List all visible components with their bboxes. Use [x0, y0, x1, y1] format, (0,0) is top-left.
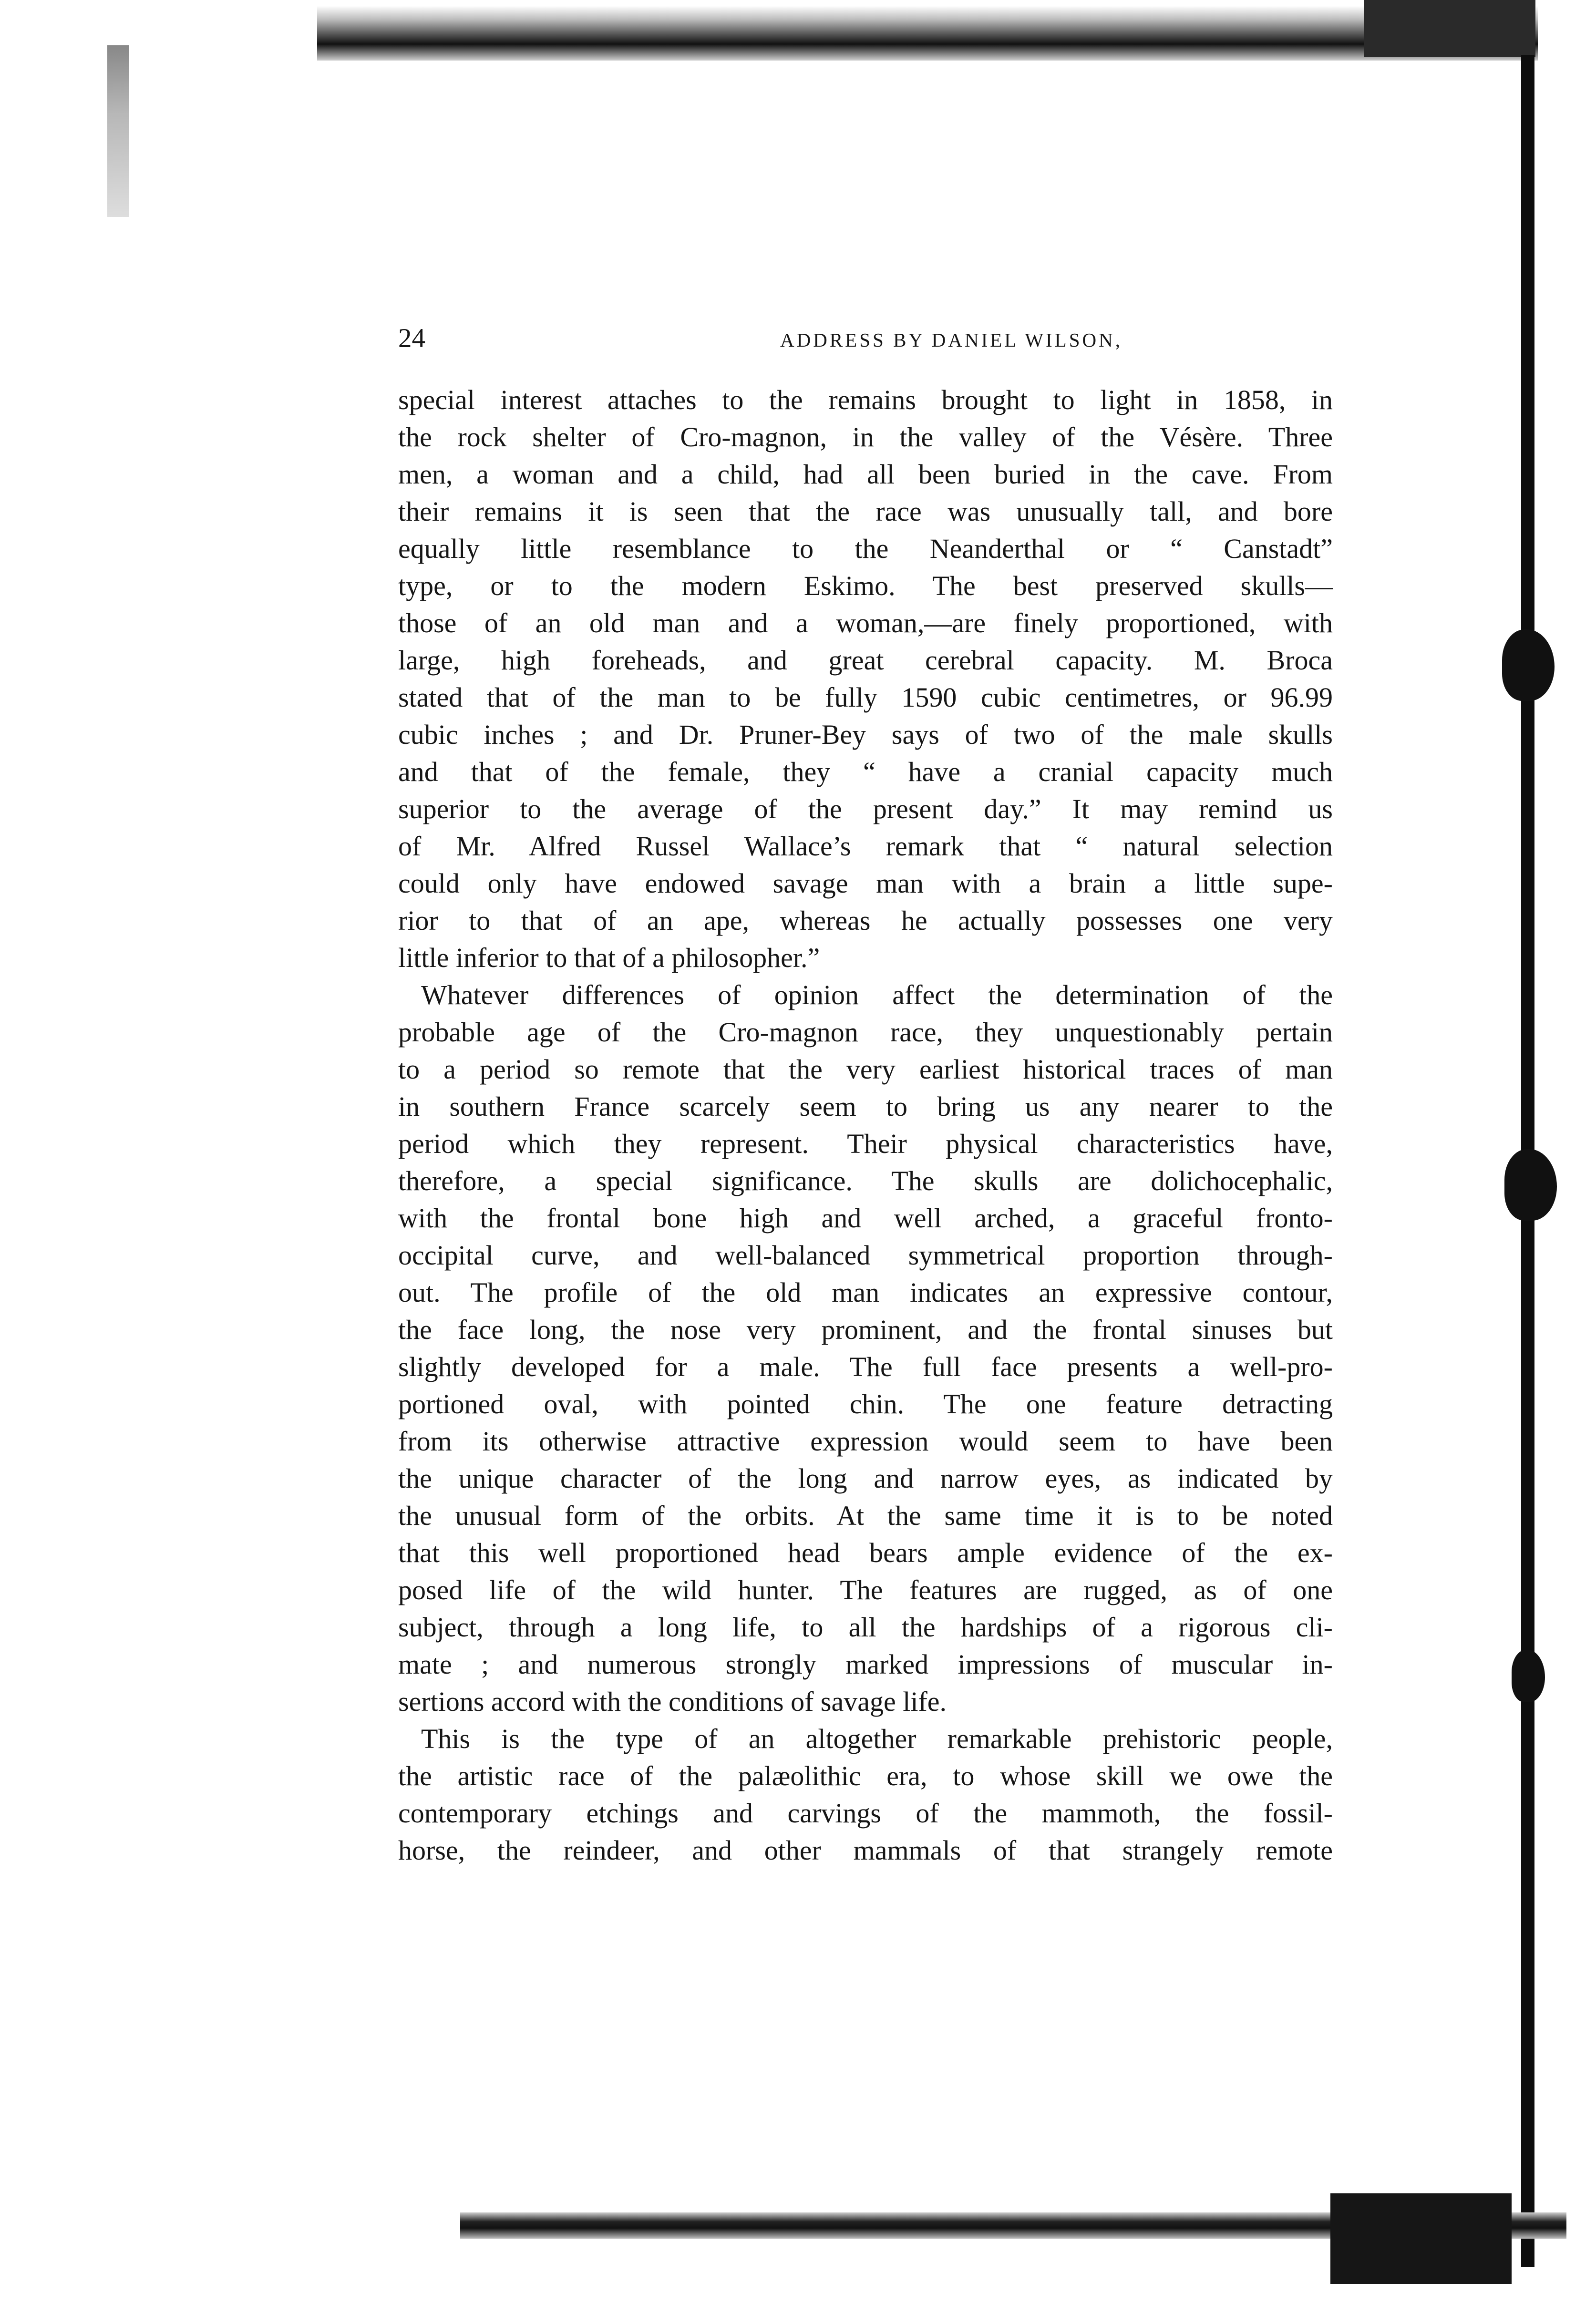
text-line: out. The profile of the old man indicates an expressive contour,: [398, 1277, 1333, 1308]
text-line: contemporary etchings and carvings of the mammoth, the fossil-: [398, 1798, 1333, 1829]
text-line: of Mr. Alfred Russel Wallace’s remark that “ natural selection: [398, 831, 1333, 862]
text-line: could only have endowed savage man with a brain a little supe-: [398, 868, 1333, 899]
text-line: occipital curve, and well-balanced symmetrical proportion through-: [398, 1240, 1333, 1271]
text-line: special interest attaches to the remains brought to light in 1858, in: [398, 384, 1333, 415]
scan-artifact-top-corner: [1364, 0, 1535, 57]
text-line: the artistic race of the palæolithic era, to whose skill we owe the: [398, 1760, 1333, 1791]
text-line: type, or to the modern Eskimo. The best preserved skulls—: [398, 570, 1333, 601]
text-line: from its otherwise attractive expression would seem to have been: [398, 1426, 1333, 1457]
paragraph-1: [398, 381, 1333, 977]
scan-artifact-left-stain: [107, 45, 129, 217]
page-number: 24: [398, 323, 425, 353]
body-text: [398, 381, 1333, 1869]
text-line: to a period so remote that the very earliest historical traces of man: [398, 1054, 1333, 1085]
text-line: subject, through a long life, to all the hardships of a rigorous cli-: [398, 1612, 1333, 1643]
text-line: portioned oval, with pointed chin. The one feature detracting: [398, 1388, 1333, 1419]
text-line: large, high foreheads, and great cerebral capacity. M. Broca: [398, 645, 1333, 676]
running-head: ADDRESS BY DANIEL WILSON,: [780, 329, 1122, 351]
text-line: little inferior to that of a philosopher.”: [398, 942, 820, 973]
text-line: mate ; and numerous strongly marked impressions of muscular in-: [398, 1649, 1333, 1680]
text-line: cubic inches ; and Dr. Pruner-Bey says of two of the male skulls: [398, 719, 1333, 750]
scan-artifact-right-blot-2: [1504, 1149, 1557, 1221]
text-line: in southern France scarcely seem to bring us any nearer to the: [398, 1091, 1333, 1122]
text-line: This is the type of an altogether remarkable prehistoric people,: [421, 1723, 1333, 1754]
text-line: superior to the average of the present day.” It may remind us: [398, 793, 1333, 824]
text-line: rior to that of an ape, whereas he actually possesses one very: [398, 905, 1333, 936]
scan-artifact-bottom-corner: [1330, 2193, 1512, 2284]
text-line: those of an old man and a woman,—are finely proportioned, with: [398, 607, 1333, 638]
paragraph-2: [398, 977, 1333, 1720]
text-line: horse, the reindeer, and other mammals of that strangely remote: [398, 1835, 1333, 1866]
text-line: period which they represent. Their physical characteristics have,: [398, 1128, 1333, 1159]
text-line: that this well proportioned head bears ample evidence of the ex-: [398, 1537, 1333, 1568]
text-line: the face long, the nose very prominent, and the frontal sinuses but: [398, 1314, 1333, 1345]
text-line: with the frontal bone high and well arched, a graceful fronto-: [398, 1203, 1333, 1234]
page-header: [398, 322, 1333, 360]
text-line: and that of the female, they “ have a cranial capacity much: [398, 756, 1333, 787]
text-line: their remains it is seen that the race was unusually tall, and bore: [398, 496, 1333, 527]
text-line: slightly developed for a male. The full face presents a well-pro-: [398, 1351, 1333, 1382]
text-line: men, a woman and a child, had all been buried in the cave. From: [398, 459, 1333, 490]
paragraph-3: [398, 1720, 1333, 1869]
scan-artifact-top: [317, 6, 1538, 61]
text-line: posed life of the wild hunter. The features are rugged, as of one: [398, 1574, 1333, 1605]
text-line: stated that of the man to be fully 1590 cubic centimetres, or 96.99: [398, 682, 1333, 713]
text-line: Whatever differences of opinion affect the determination of the: [421, 979, 1333, 1010]
text-line: sertions accord with the conditions of savage life.: [398, 1686, 947, 1717]
text-line: the rock shelter of Cro-magnon, in the valley of the Vésère. Three: [398, 422, 1333, 452]
text-line: probable age of the Cro-magnon race, they unquestionably pertain: [398, 1017, 1333, 1048]
scan-artifact-right-blot-1: [1502, 629, 1555, 701]
text-line: the unique character of the long and narrow eyes, as indicated by: [398, 1463, 1333, 1494]
text-line: therefore, a special significance. The skulls are dolichocephalic,: [398, 1165, 1333, 1196]
scan-artifact-right-blot-3: [1512, 1650, 1545, 1702]
text-line: equally little resemblance to the Neanderthal or “ Canstadt”: [398, 533, 1333, 564]
text-line: the unusual form of the orbits. At the same time it is to be noted: [398, 1500, 1333, 1531]
